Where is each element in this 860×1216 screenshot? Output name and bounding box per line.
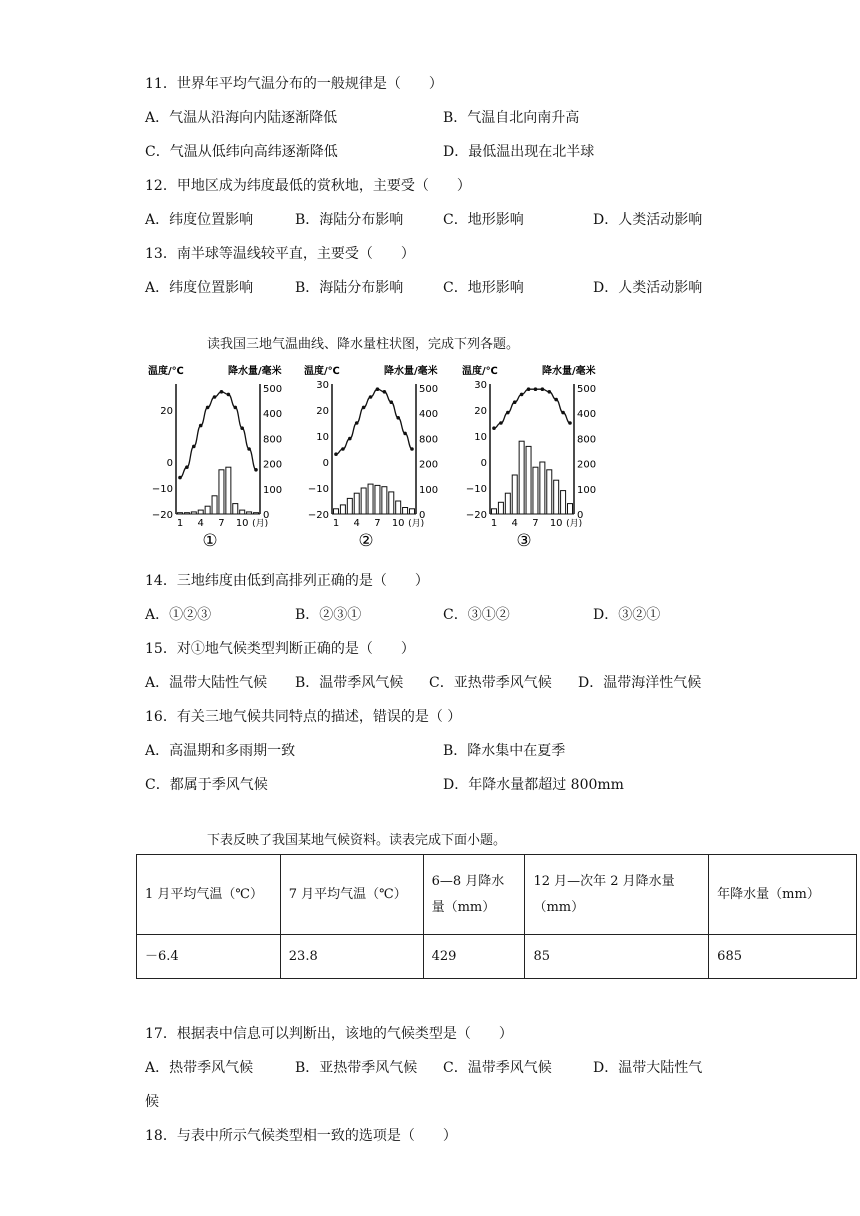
month-tick-label: 4	[197, 518, 204, 529]
precip-bar	[340, 505, 345, 514]
temp-tick-label: −20	[151, 510, 173, 521]
q11-option-c[interactable]: C．气温从低纬向高纬逐渐降低	[145, 144, 338, 160]
table-header-row	[137, 855, 857, 935]
month-tick-label: 1	[176, 518, 184, 529]
precip-bar	[254, 513, 259, 514]
precip-bar	[247, 512, 252, 514]
q11-option-a[interactable]: A．气温从沿海向内陆逐渐降低	[145, 110, 338, 126]
temp-tick-label: −10	[307, 484, 329, 495]
q13-option-d[interactable]: D．人类活动影响	[593, 280, 703, 296]
q11-stem: 11．世界年平均气温分布的一般规律是（ ）	[145, 76, 443, 92]
temperature-point	[513, 400, 517, 404]
precip-tick-label: 400	[577, 409, 597, 421]
temperature-point	[499, 421, 503, 425]
temp-tick-label: 30	[316, 380, 329, 391]
temperature-point	[254, 468, 258, 472]
temperature-point	[403, 432, 407, 436]
temperature-point	[227, 393, 231, 397]
temperature-point	[527, 387, 531, 391]
precip-bar	[498, 502, 503, 514]
precip-tick-label: 800	[419, 434, 439, 446]
precip-bar	[240, 510, 245, 514]
temperature-point	[561, 411, 565, 415]
precip-tick-label: 800	[263, 434, 283, 446]
temp-axis-label: 温度/℃	[462, 366, 498, 377]
temp-tick-label: 20	[316, 406, 329, 417]
precip-tick-label: 100	[263, 484, 283, 496]
precip-bar	[184, 513, 189, 514]
precip-bar	[492, 509, 497, 514]
month-unit-label: (月)	[408, 519, 425, 529]
q15-option-b[interactable]: B．温带季风气候	[295, 675, 404, 691]
month-tick-label: 1	[332, 518, 340, 529]
precip-tick-label: 400	[419, 409, 439, 421]
precip-tick-label: 200	[577, 459, 597, 471]
q16-option-d[interactable]: D．年降水量都超过 800mm	[443, 777, 624, 793]
temperature-point	[247, 447, 251, 451]
temperature-point	[206, 406, 210, 410]
month-tick-label: 1	[490, 518, 498, 529]
temperature-curve	[494, 389, 570, 428]
table-cell: 23.8	[280, 935, 423, 979]
temp-tick-label: −10	[151, 484, 173, 495]
q11-option-d[interactable]: D．最低温出现在北半球	[443, 144, 595, 160]
precip-bar	[382, 487, 387, 514]
precip-bar	[410, 509, 415, 514]
temperature-point	[410, 447, 414, 451]
temperature-point	[334, 452, 338, 456]
precip-tick-label: 100	[577, 484, 597, 496]
precip-bar	[519, 441, 524, 514]
precip-bar	[219, 470, 224, 514]
table-header-cell: 6—8 月降水 量（mm）	[423, 855, 525, 935]
precip-tick-label: 400	[263, 409, 283, 421]
table-cell: －6.4	[137, 935, 281, 979]
precip-tick-label: 200	[419, 459, 439, 471]
temperature-point	[192, 445, 196, 449]
temperature-point	[341, 447, 345, 451]
temperature-point	[396, 416, 400, 420]
climate-chart-3	[462, 362, 624, 561]
q14-option-b[interactable]: B．②③①	[295, 607, 362, 623]
temperature-point	[389, 400, 393, 404]
month-tick-label: 4	[353, 518, 360, 529]
table-intro: 下表反映了我国某地气候资料。读表完成下面小题。	[207, 833, 507, 848]
q12-option-c[interactable]: C．地形影响	[443, 212, 524, 228]
temperature-point	[362, 406, 366, 410]
chart-number: ②	[358, 531, 374, 551]
temperature-point	[348, 437, 352, 441]
climate-chart-2	[304, 362, 454, 561]
month-tick-label: 10	[235, 518, 249, 529]
q16-option-b[interactable]: B．降水集中在夏季	[443, 743, 566, 759]
precip-tick-label: 100	[419, 484, 439, 496]
precip-axis-label: 降水量/毫米	[228, 366, 282, 377]
precip-bar	[334, 509, 339, 514]
temp-tick-label: 0	[322, 458, 329, 469]
precip-bar	[178, 513, 183, 514]
precip-axis-label: 降水量/毫米	[542, 366, 596, 377]
temperature-point	[506, 411, 510, 415]
q16-option-c[interactable]: C．都属于季风气候	[145, 777, 268, 793]
temp-tick-label: 20	[160, 406, 173, 417]
precip-bar	[568, 504, 573, 514]
temperature-point	[383, 390, 387, 394]
temperature-point	[547, 390, 551, 394]
table-header-cell: 7 月平均气温（℃）	[280, 855, 423, 935]
q15-option-c[interactable]: C．亚热带季风气候	[429, 675, 552, 691]
precip-bar	[561, 491, 566, 514]
temperature-point	[492, 426, 496, 430]
month-unit-label: (月)	[252, 519, 269, 529]
precip-bar	[403, 508, 408, 515]
temperature-point	[554, 398, 558, 402]
precip-tick-label: 500	[419, 384, 439, 395]
table-header-cell: 12 月—次年 2 月降水量 （mm）	[525, 855, 709, 935]
precip-tick-label: 500	[577, 384, 597, 395]
table-header-cell: 年降水量（mm）	[709, 855, 857, 935]
q16-option-a[interactable]: A．高温期和多雨期一致	[145, 743, 296, 759]
q14-option-a[interactable]: A．①②③	[145, 607, 212, 623]
q12-stem: 12．甲地区成为纬度最低的赏秋地，主要受（ ）	[145, 178, 471, 194]
temp-tick-label: 0	[480, 458, 487, 469]
q17-option-c[interactable]: C．温带季风气候	[443, 1060, 552, 1076]
precip-bar	[212, 496, 217, 514]
precip-tick-label: 500	[263, 384, 283, 395]
precip-tick-label: 0	[419, 510, 426, 521]
q13-option-c[interactable]: C．地形影响	[443, 280, 524, 296]
precip-bar	[368, 484, 373, 514]
temperature-point	[240, 426, 244, 430]
temperature-point	[376, 387, 380, 391]
q14-option-d[interactable]: D．③②①	[593, 607, 661, 623]
q12-option-d[interactable]: D．人类活动影响	[593, 212, 703, 228]
q11-option-b[interactable]: B．气温自北向南升高	[443, 110, 580, 126]
temperature-point	[220, 390, 224, 394]
temp-tick-label: 0	[166, 458, 173, 469]
table-cell: 85	[525, 935, 709, 979]
table-row	[137, 935, 857, 979]
temperature-curve	[336, 389, 412, 454]
q13-option-b[interactable]: B．海陆分布影响	[295, 280, 404, 296]
month-unit-label: (月)	[566, 519, 583, 529]
precip-bar	[375, 485, 380, 514]
temp-tick-label: 20	[474, 406, 487, 417]
temperature-point	[355, 421, 359, 425]
temperature-point	[213, 395, 217, 399]
temp-axis-label: 温度/℃	[304, 366, 340, 377]
precip-bar	[505, 493, 510, 514]
precip-tick-label: 800	[577, 434, 597, 446]
month-tick-label: 7	[374, 518, 381, 529]
q18-stem: 18．与表中所示气候类型相一致的选项是（ ）	[145, 1128, 457, 1144]
precip-bar	[540, 462, 545, 514]
precip-tick-label: 0	[577, 510, 584, 521]
table-cell: 685	[709, 935, 857, 979]
month-tick-label: 7	[218, 518, 225, 529]
precip-tick-label: 0	[263, 510, 270, 521]
temp-tick-label: 10	[474, 432, 487, 443]
q17-option-b[interactable]: B．亚热带季风气候	[295, 1060, 418, 1076]
month-tick-label: 4	[511, 518, 518, 529]
climate-chart-1	[148, 362, 298, 561]
precip-bar	[198, 510, 203, 514]
precip-axis-label: 降水量/毫米	[384, 366, 438, 377]
precip-bar	[205, 506, 210, 514]
precip-bar	[389, 492, 394, 514]
precip-bar	[526, 446, 531, 514]
chart-number: ③	[516, 531, 532, 551]
precip-bar	[354, 493, 359, 514]
temp-tick-label: 30	[474, 380, 487, 391]
chart-number: ①	[202, 531, 218, 551]
temperature-point	[520, 393, 524, 397]
q14-option-c[interactable]: C．③①②	[443, 607, 510, 623]
q13-option-a[interactable]: A．纬度位置影响	[145, 280, 254, 296]
table-cell: 429	[423, 935, 525, 979]
temperature-point	[185, 465, 189, 469]
precip-bar	[361, 488, 366, 514]
temp-tick-label: −20	[307, 510, 329, 521]
month-tick-label: 7	[532, 518, 539, 529]
q15-option-d[interactable]: D．温带海洋性气候	[578, 675, 702, 691]
precip-bar	[547, 470, 552, 514]
precip-bar	[226, 467, 231, 514]
q15-stem: 15．对①地气候类型判断正确的是（ ）	[145, 641, 415, 657]
q14-stem: 14．三地纬度由低到高排列正确的是（ ）	[145, 573, 429, 589]
temp-tick-label: −20	[465, 510, 487, 521]
temperature-point	[568, 421, 572, 425]
charts-intro: 读我国三地气温曲线、降水量柱状图，完成下列各题。	[207, 337, 520, 352]
q13-stem: 13．南半球等温线较平直，主要受（ ）	[145, 246, 415, 262]
q17-option-d[interactable]: D．温带大陆性气	[593, 1060, 703, 1076]
temperature-point	[233, 406, 237, 410]
month-tick-label: 10	[391, 518, 405, 529]
precip-bar	[512, 475, 517, 514]
q16-stem: 16．有关三地气候共同特点的描述，错误的是（ ）	[145, 709, 462, 725]
q17-option-d-wrap: 候	[145, 1094, 159, 1110]
precip-bar	[533, 467, 538, 514]
temp-tick-label: −10	[465, 484, 487, 495]
climate-data-table	[136, 854, 857, 979]
temp-axis-label: 温度/℃	[148, 366, 184, 377]
q12-option-a[interactable]: A．纬度位置影响	[145, 212, 254, 228]
q17-stem: 17．根据表中信息可以判断出，该地的气候类型是（ ）	[145, 1026, 513, 1042]
precip-tick-label: 200	[263, 459, 283, 471]
temp-tick-label: 10	[316, 432, 329, 443]
precip-bar	[347, 498, 352, 514]
precip-bar	[191, 512, 196, 514]
temperature-point	[541, 387, 545, 391]
temperature-point	[199, 424, 203, 428]
temperature-point	[534, 387, 538, 391]
month-tick-label: 10	[549, 518, 563, 529]
precip-bar	[554, 480, 559, 514]
precip-bar	[396, 501, 401, 514]
precip-bar	[233, 504, 238, 514]
q15-option-a[interactable]: A．温带大陆性气候	[145, 675, 268, 691]
temperature-curve	[180, 392, 256, 478]
temperature-point	[178, 476, 182, 480]
q12-option-b[interactable]: B．海陆分布影响	[295, 212, 404, 228]
temperature-point	[369, 395, 373, 399]
q17-option-a[interactable]: A．热带季风气候	[145, 1060, 254, 1076]
table-header-cell: 1 月平均气温（℃）	[137, 855, 281, 935]
